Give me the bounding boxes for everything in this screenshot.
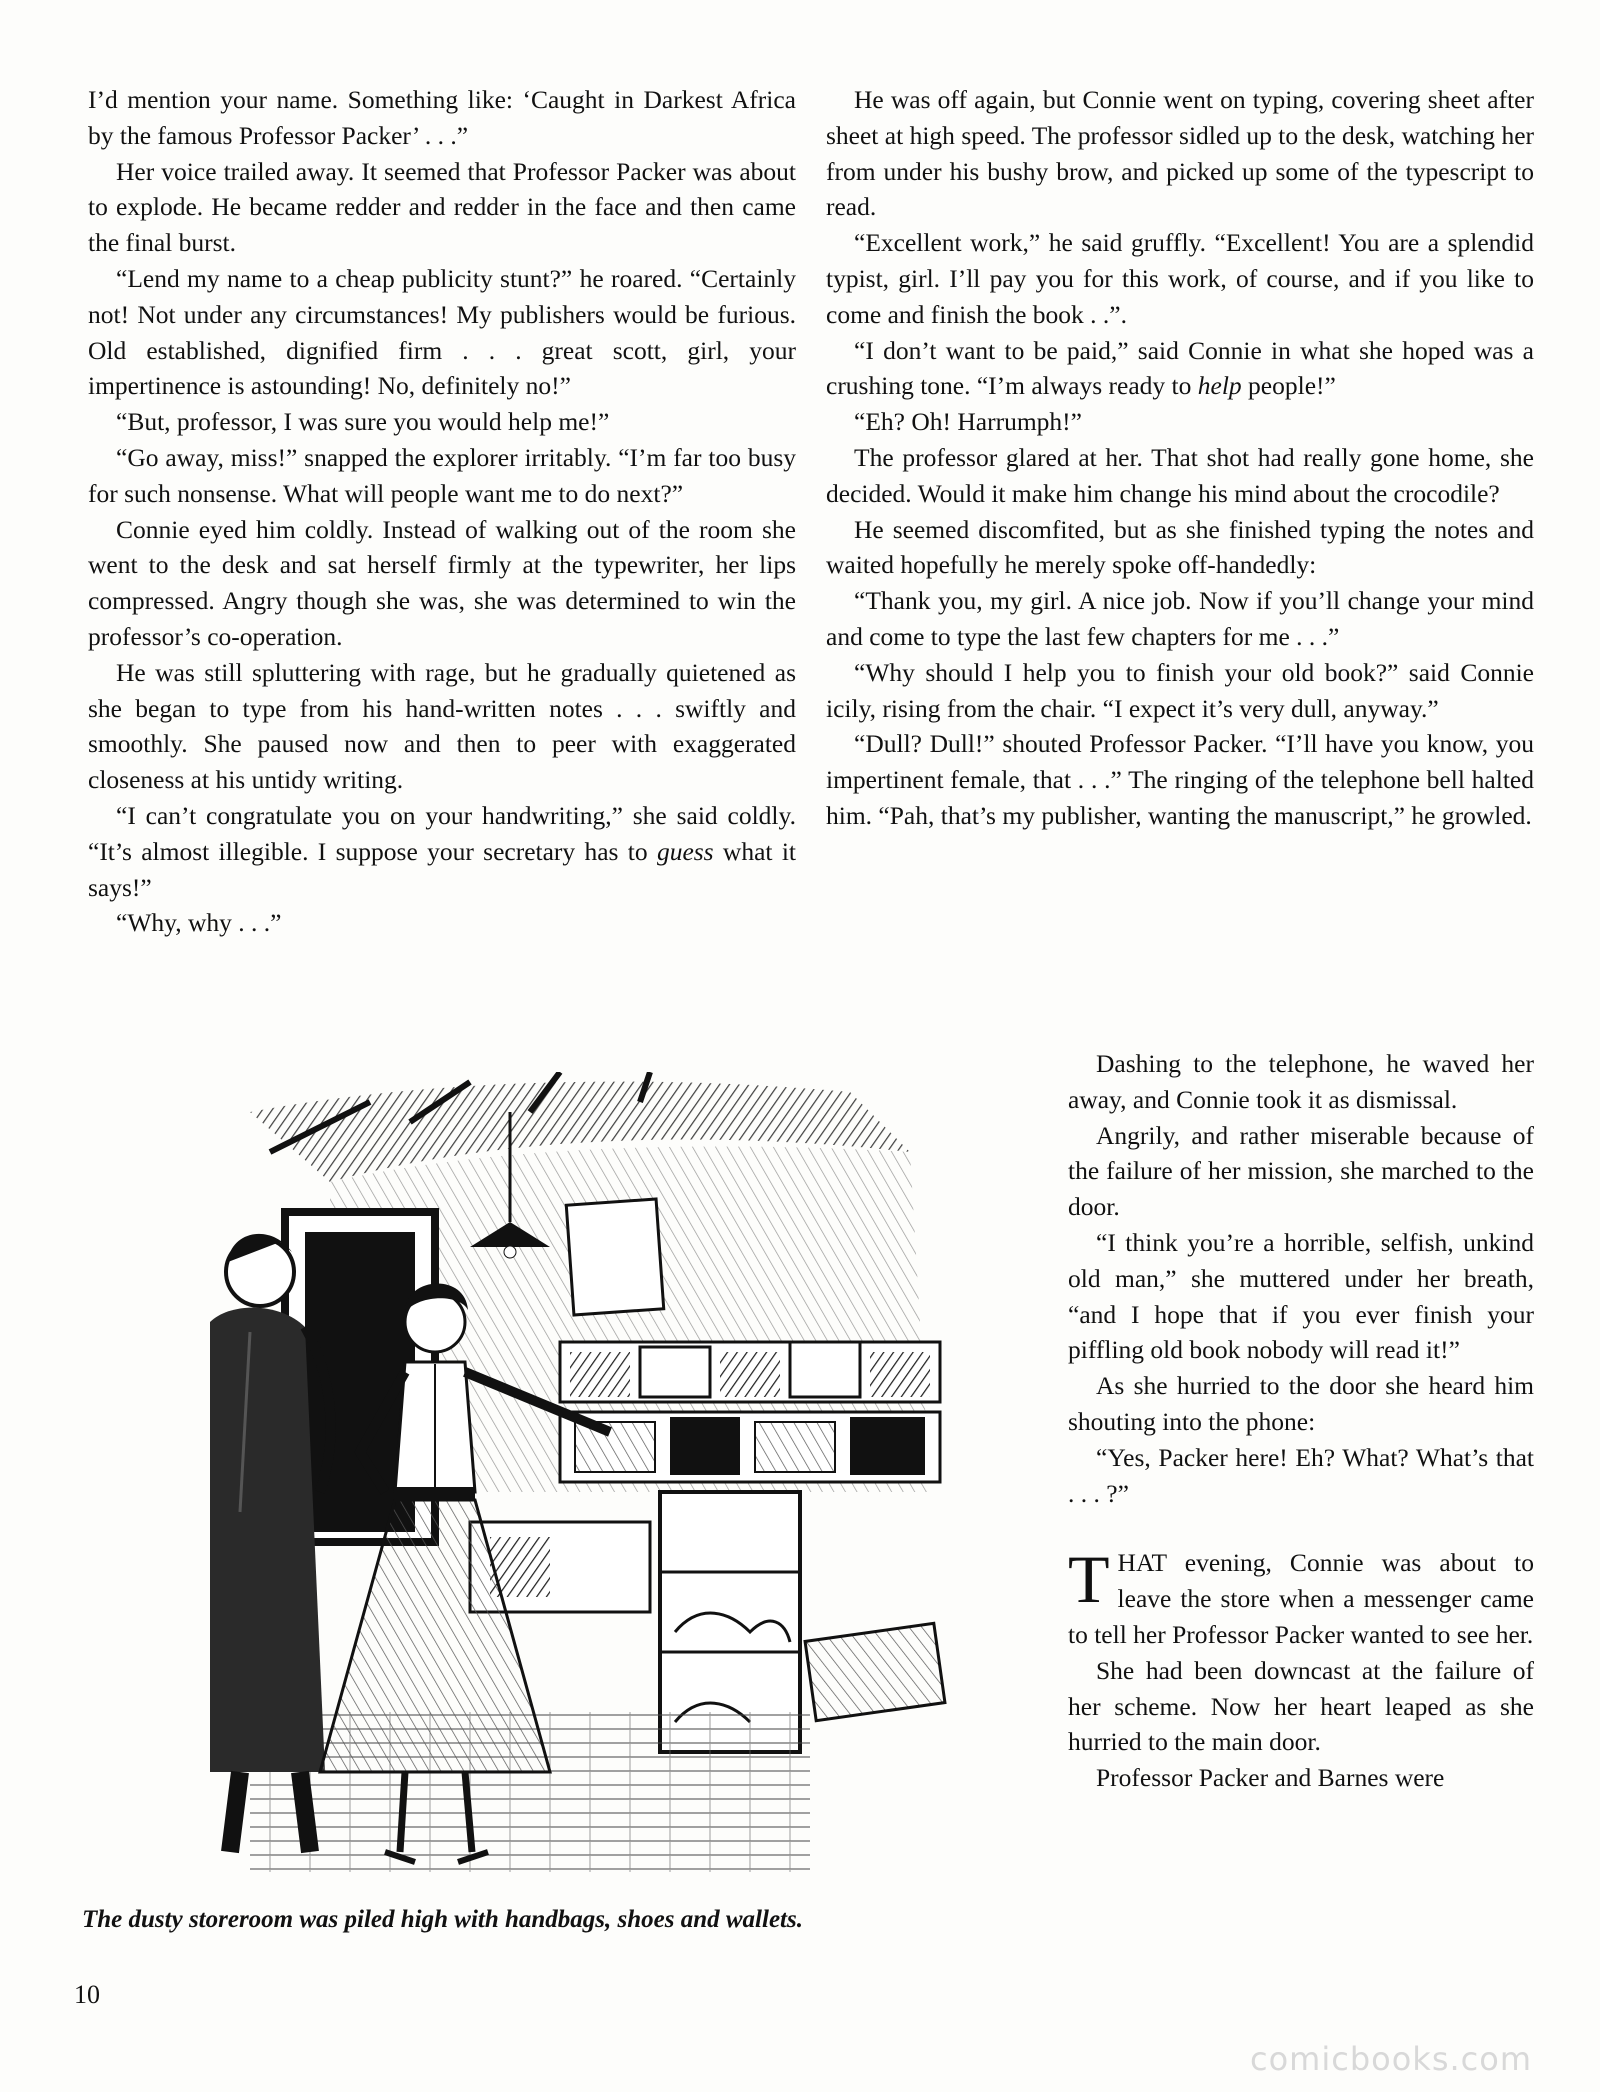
paragraph: As she hurried to the door she heard him shouting into the phone: (1068, 1371, 1534, 1436)
paragraph: “But, professor, I was sure you would help me!” (116, 407, 610, 437)
left-column (88, 82, 796, 941)
paragraph: “Why, why . . .” (116, 908, 282, 938)
text-run: what it says!” (88, 836, 796, 902)
paragraph: “Yes, Packer here! Eh? What? What’s that . . . ?” (1068, 1442, 1534, 1508)
paragraph: “Go away, miss!” snapped the explorer irritably. “I’m far too busy for such nonsense. What will people want me to do next?” (88, 442, 796, 508)
paragraph: “Lend my name to a cheap publicity stunt?” he roared. “Certainly not! Not under any circumstances! My publishers would be furious. Old established, dignified firm . . . great scott, girl, your impertinence is astounding! No, definitely no!” (88, 263, 796, 401)
page-number: 10 (74, 1980, 100, 2009)
text-run: people!” (1241, 371, 1336, 401)
paragraph: “Eh? Oh! Harrumph!” (854, 407, 1082, 437)
paragraph: Connie eyed him coldly. Instead of walking out of the room she went to the desk and sat herself firmly at the typewriter, her lips compressed. Angry though she was, she was determined to win the professor’s co-operation. (88, 514, 796, 651)
paragraph (88, 798, 796, 905)
drop-cap: T (1068, 1541, 1110, 1618)
paragraph: He seemed discomfited, but as she finished typing the notes and waited hopefully he merely spoke off-handedly: (826, 514, 1534, 580)
storeroom-illustration (210, 1072, 1040, 1882)
paragraph: Professor Packer and Barnes were (1096, 1763, 1445, 1793)
right-column (826, 82, 1534, 834)
paragraph: “Why should I help you to finish your old book?” said Connie icily, rising from the chair. “I expect it’s very dull, anyway.” (826, 657, 1534, 723)
illustration-caption: The dusty storeroom was piled high with handbags, shoes and wallets. (82, 1906, 803, 1933)
emphasis: help (1197, 371, 1242, 401)
text-run: “I can’t congratulate you on your handwriting,” she said coldly. “It’s almost illegible. I suppose your secretary has to (88, 800, 796, 866)
text-run: “I don’t want to be paid,” said Connie in what she hoped was a crushing tone. “I’m always ready to (826, 335, 1534, 401)
paragraph: “I think you’re a horrible, selfish, unkind old man,” she muttered under her breath, “and I hope that if you ever finish your piffling old book nobody will read it!” (1068, 1227, 1534, 1365)
section-start-paragraph (1068, 1541, 1534, 1652)
paragraph: Her voice trailed away. It seemed that Professor Packer was about to explode. He became redder and redder in the face and then came the final burst. (88, 156, 796, 258)
paragraph: “Thank you, my girl. A nice job. Now if you’ll change your mind and come to type the last few chapters for me . . .” (826, 586, 1534, 651)
narrow-column (1068, 1046, 1534, 1796)
paragraph: I’d mention your name. Something like: ‘Caught in Darkest Africa by the famous Professor Packer’ . . .” (88, 85, 796, 150)
paragraph: “Dull? Dull!” shouted Professor Packer. “I’ll have you know, you impertinent female, that . . .” The ringing of the telephone bell halted him. “Pah, that’s my publisher, wanting the manuscript,” he growled. (826, 729, 1534, 830)
paragraph: The professor glared at her. That shot had really gone home, she decided. Would it make him change his mind about the crocodile? (826, 442, 1534, 508)
paragraph: Angrily, and rather miserable because of the failure of her mission, she marched to the door. (1068, 1120, 1534, 1222)
paragraph: He was off again, but Connie went on typing, covering sheet after sheet at high speed. The professor sidled up to the desk, watching her from under his bushy brow, and picked up some of the typescript to read. (826, 85, 1534, 222)
paragraph: Dashing to the telephone, he waved her away, and Connie took it as dismissal. (1068, 1049, 1534, 1114)
text-run: HAT evening, Connie was about to leave the store when a messenger came to tell her Professor Packer wanted to see her. (1068, 1548, 1534, 1649)
watermark: comicbooks.com (1249, 2040, 1532, 2078)
paragraph: He was still spluttering with rage, but he gradually quietened as she began to type from his hand-written notes . . . swiftly and smoothly. She paused now and then to peer with exaggerated closeness at his untidy writing. (88, 657, 796, 795)
emphasis: guess (656, 836, 714, 866)
paragraph: “Excellent work,” he said gruffly. “Excellent! You are a splendid typist, girl. I’ll pay you for this work, of course, and if you like to come and finish the book . .”. (826, 228, 1534, 329)
paragraph: She had been downcast at the failure of her scheme. Now her heart leaped as she hurried to the main door. (1068, 1655, 1534, 1757)
paragraph (826, 333, 1534, 405)
